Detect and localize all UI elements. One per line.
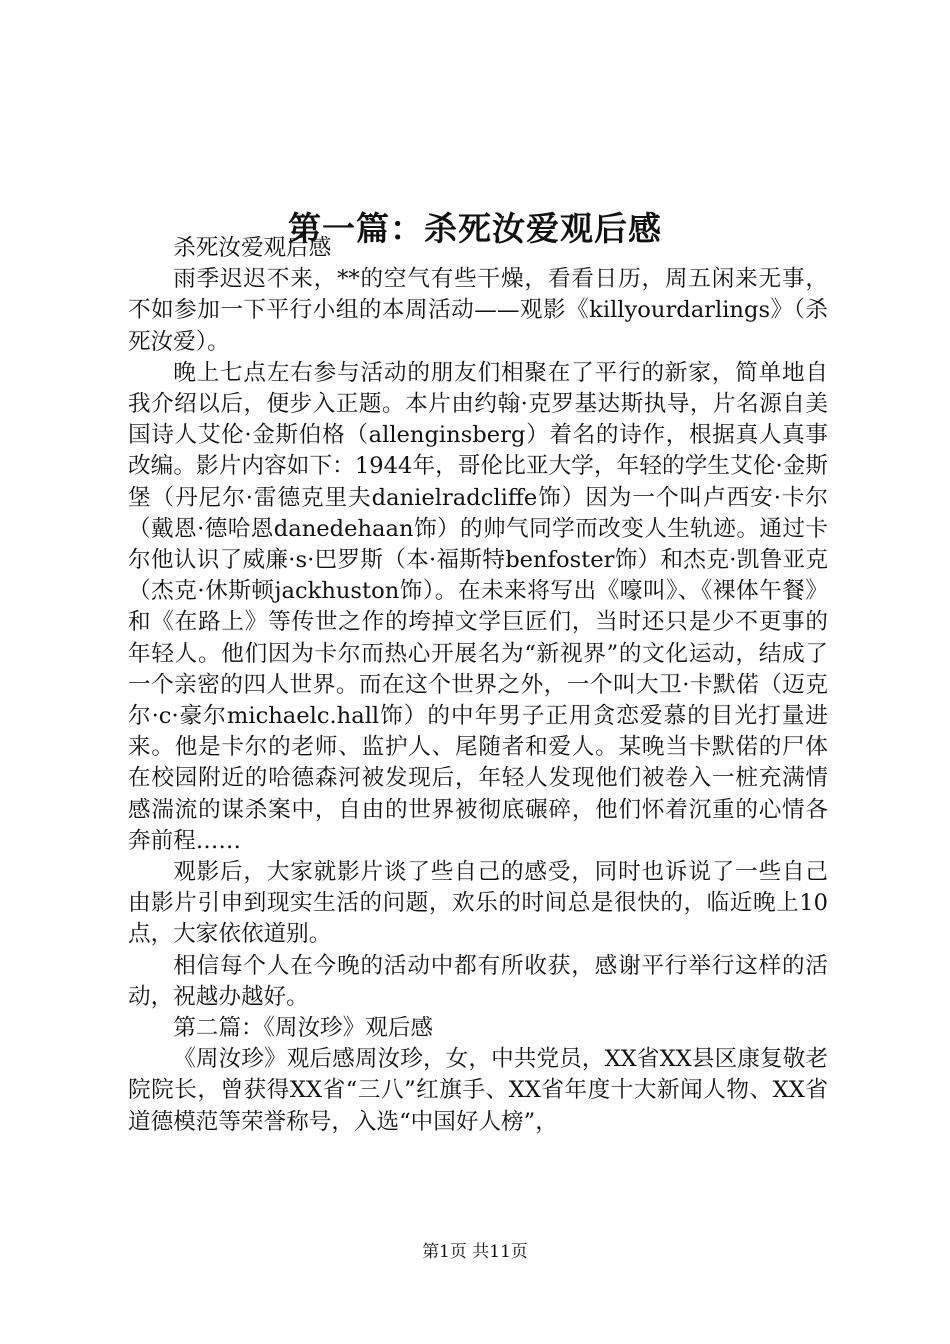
section-heading: 第二篇：《周汝珍》观后感	[173, 1015, 434, 1042]
paragraph: 《周汝珍》观后感周汝珍，女，中共党员，XX省XX县区康复敬老院院长，曾获得XX省“三八”红旗手、XX省年度十大新闻人物、XX省道德模范等荣誉称号，入选“中国好人榜”，	[128, 1046, 828, 1135]
paragraph: 晚上七点左右参与活动的朋友们相聚在了平行的新家，简单地自我介绍以后，便步入正题。本片由约翰·克罗基达斯执导，片名源自美国诗人艾伦·金斯伯格（allenginsberg）着名的诗作，根据真人真事改编。影片内容如下：1944年，哥伦比亚大学，年轻的学生艾伦·金斯堡（丹尼尔·雷德克里夫danielradcliffe饰）因为一个叫卢西安·卡尔（戴恩·德哈恩danedehaan饰）的帅气同学而改变人生轨迹。通过卡尔他认识了威廉·s·巴罗斯（本·福斯特benfoster饰）和杰克·凯鲁亚克（杰克·休斯顿jackhuston饰）。在未来将写出《嚎叫》、《裸体午餐》和《在路上》等传世之作的垮掉文学巨匠们，当时还只是少不更事的年轻人。他们因为卡尔而热心开展名为“新视界”的文化运动，结成了一个亲密的四人世界。而在这个世界之外，一个叫大卫·卡默偌（迈克尔·c·豪尔michaelc.hall饰）的中年男子正用贪恋爱慕的目光打量进来。他是卡尔的老师、监护人、尾随者和爱人。某晚当卡默偌的尸体在校园附近的哈德森河被发现后，年轻人发现他们被卷入一桩充满情感湍流的谋杀案中，自由的世界被彻底碾碎，他们怀着沉重的心情各奔前程……	[128, 359, 828, 854]
paragraph-subtitle: 杀死汝爱观后感	[173, 235, 332, 261]
paragraph: 相信每个人在今晚的活动中都有所收获，感谢平行举行这样的活动，祝越办越好。	[128, 952, 828, 1010]
document-body	[128, 233, 828, 1138]
paragraph: 观影后，大家就影片谈了些自己的感受，同时也诉说了一些自己由影片引申到现实生活的问题，欢乐的时间总是很快的，临近晚上10点，大家依依道别。	[128, 859, 828, 948]
page-footer: 第1页 共11页	[422, 1242, 528, 1262]
paragraph: 雨季迟迟不来，**的空气有些干燥，看看日历，周五闲来无事，不如参加一下平行小组的本周活动——观影《killyourdarlings》（杀死汝爱）。	[128, 266, 828, 355]
document-title: 第一篇：杀死汝爱观后感	[288, 209, 662, 249]
